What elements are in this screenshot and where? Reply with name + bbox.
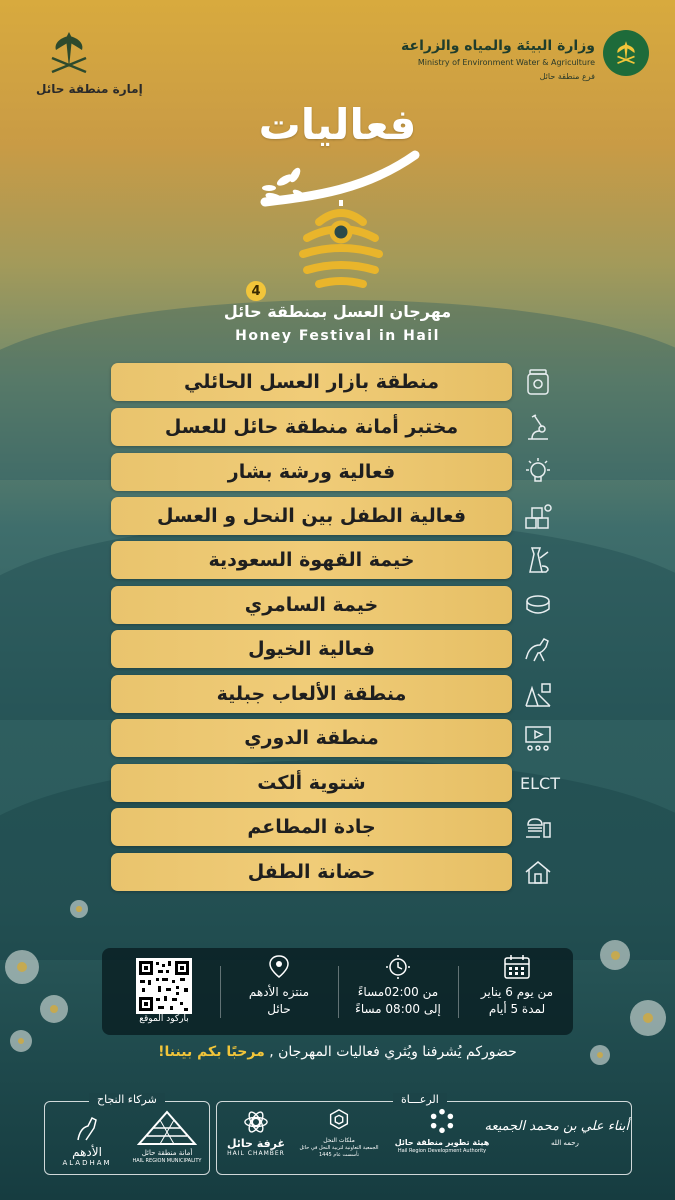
saudi-emblem-icon (44, 28, 94, 88)
event-item-honey-lab (111, 408, 512, 446)
partner-name-en: HAIL REGION MUNICIPALITY (132, 1158, 202, 1164)
location-line2: حائل (267, 1002, 291, 1016)
date-line1: من يوم 6 يناير (480, 985, 554, 999)
location-pin-icon (267, 954, 291, 980)
emirate-name: إمارة منطقة حائل (36, 82, 143, 96)
elct-text: ELCT (520, 773, 560, 793)
horse-icon (520, 631, 556, 667)
sponsor-sub: الجمعية التعاونية لتربية النحل في حائل (299, 1145, 379, 1151)
partner-name: الأدهم (72, 1145, 102, 1159)
welcome-message (0, 1044, 675, 1060)
sponsor-name: غرفة حائل (226, 1137, 286, 1150)
sponsor-name: هيئة تطوير منطقة حائل (394, 1138, 490, 1147)
location-info (224, 948, 334, 1035)
divider (220, 966, 221, 1018)
sponsor-bee-queens (291, 1108, 387, 1159)
playground-icon (520, 676, 556, 712)
partners-label: شركاء النجاح (89, 1093, 165, 1106)
food-icon (520, 809, 556, 845)
sponsor-name-en: Hail Region Development Authority (397, 1148, 487, 1154)
festival-name-ar: مهرجان العسل بمنطقة حائل (223, 302, 452, 321)
event-label: خيمة القهوة السعودية (208, 549, 415, 571)
event-item-samri-tent (111, 586, 512, 624)
date-line2: لمدة 5 أيام (488, 1002, 546, 1016)
event-label: فعالية الطفل بين النحل و العسل (156, 505, 467, 527)
divider (338, 966, 339, 1018)
event-item-league (111, 719, 512, 757)
clock-icon (385, 954, 411, 980)
event-item-bashar-workshop (111, 453, 512, 491)
sponsor-name-en: HAIL CHAMBER (227, 1150, 285, 1157)
event-label: فعالية الخيول (248, 638, 375, 660)
bee-cooperative-logo-icon (325, 1108, 353, 1134)
page-title: فعاليات (258, 100, 417, 149)
partner-name: أمانة منطقة حائل (141, 1149, 193, 1157)
daisy-decoration (70, 900, 88, 918)
event-label: شتوية ألكت (257, 772, 366, 794)
nursery-house-icon (520, 854, 556, 890)
event-label: فعالية ورشة بشار (227, 461, 396, 483)
beehive-logo-icon (255, 150, 425, 290)
aladham-logo-icon (72, 1116, 102, 1142)
elct-icon (516, 765, 564, 801)
daisy-decoration (630, 1000, 666, 1036)
sponsors-label: الرعـــاة (393, 1093, 447, 1106)
sponsor-sub: تأسست عام 1445 (319, 1152, 359, 1158)
league-screen-icon (520, 720, 556, 756)
honey-jar-icon (520, 364, 556, 400)
event-item-kids-bees (111, 497, 512, 535)
event-label: جادة المطاعم (247, 816, 376, 838)
sponsor-name: ملكات النحل (323, 1137, 355, 1144)
daisy-decoration (5, 950, 39, 984)
partner-hail-municipality (127, 1110, 207, 1165)
ministry-name-ar: وزارة البيئة والمياه والزراعة (401, 38, 595, 54)
welcome-text: حضوركم يُشرفنا ويُثري فعاليات المهرجان , (269, 1044, 517, 1060)
event-item-mountain-games (111, 675, 512, 713)
event-label: منطقة بازار العسل الحائلي (184, 371, 439, 393)
divider (458, 966, 459, 1018)
daisy-decoration (600, 940, 630, 970)
qr-code[interactable] (136, 958, 192, 1014)
event-info-panel (102, 948, 573, 1035)
ministry-branch: فرع منطقة حائل (539, 72, 595, 81)
sponsor-hail-development (387, 1108, 497, 1155)
sponsors-box (216, 1093, 632, 1175)
sponsor-sub: رحمه الله (551, 1139, 579, 1147)
ministry-logo-icon (603, 30, 649, 76)
event-label: منطقة الألعاب جبلية (216, 683, 407, 705)
coffee-dallah-icon (520, 542, 556, 578)
development-authority-logo-icon (428, 1108, 456, 1134)
festival-name-en: Honey Festival in Hail (235, 328, 440, 344)
time-info (342, 948, 454, 1035)
microscope-icon (520, 409, 556, 445)
event-item-honey-bazaar (111, 363, 512, 401)
event-item-horses (111, 630, 512, 668)
time-line1: من 02:00مساءً (357, 985, 439, 999)
partner-aladham (47, 1116, 127, 1168)
event-item-elct-winter (111, 764, 512, 802)
sponsor-name: أبناء علي بن محمد الجميعه (484, 1119, 629, 1134)
event-label: منطقة الدوري (244, 727, 379, 749)
location-line1: منتزه الأدهم (248, 985, 310, 999)
lightbulb-icon (520, 454, 556, 490)
welcome-highlight: مرحبًا بكم بيننا! (158, 1044, 265, 1060)
ministry-name-en: Ministry of Environment Water & Agriculture (417, 58, 595, 67)
time-line2: إلى 08:00 مساءً (355, 1002, 441, 1016)
event-item-coffee-tent (111, 541, 512, 579)
partners-box (44, 1093, 210, 1175)
sponsor-hail-chamber (221, 1110, 291, 1158)
kids-blocks-icon (520, 498, 556, 534)
event-label: خيمة السامري (244, 594, 379, 616)
daisy-decoration (40, 995, 68, 1023)
event-item-nursery (111, 853, 512, 891)
date-info (462, 948, 572, 1035)
sponsor-aljumaiah (484, 1116, 629, 1148)
calendar-icon (503, 954, 531, 980)
event-label: مختبر أمانة منطقة حائل للعسل (164, 416, 459, 438)
qr-label: باركود الموقع (139, 1014, 189, 1024)
chamber-logo-icon (242, 1110, 270, 1134)
edition-badge: 4 (246, 281, 266, 301)
event-label: حضانة الطفل (247, 861, 376, 883)
event-item-restaurants (111, 808, 512, 846)
municipality-logo-icon (137, 1110, 197, 1146)
drum-icon (520, 587, 556, 623)
partner-name-en: ALADHAM (62, 1159, 112, 1167)
